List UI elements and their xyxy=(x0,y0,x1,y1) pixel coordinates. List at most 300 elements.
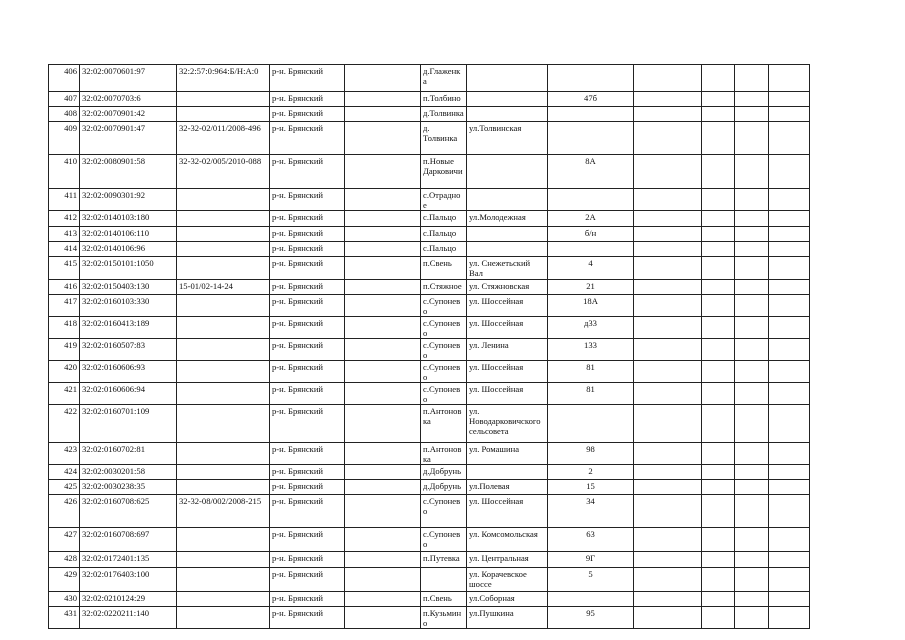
cadastral-number-cell: 32:02:0160606:94 xyxy=(80,383,177,405)
empty-cell xyxy=(634,92,702,107)
empty-cell xyxy=(735,257,769,280)
house-number-cell: б/н xyxy=(548,227,634,242)
cadastral-number-cell: 32:02:0080901:58 xyxy=(80,155,177,189)
cadastral-number-cell: 32:02:0140103:180 xyxy=(80,211,177,227)
row-number: 416 xyxy=(49,280,80,295)
row-number: 431 xyxy=(49,607,80,629)
district-cell: р-н. Брянский xyxy=(270,339,345,361)
empty-cell xyxy=(735,107,769,122)
empty-cell xyxy=(735,155,769,189)
cadastral-number-cell: 32:02:0150403:130 xyxy=(80,280,177,295)
locality-cell: д. Толвинка xyxy=(421,122,467,155)
locality-cell: с.Супонево xyxy=(421,317,467,339)
empty-cell xyxy=(769,65,810,92)
empty-cell xyxy=(634,155,702,189)
empty-cell xyxy=(702,607,735,629)
row-number: 411 xyxy=(49,189,80,211)
table-row xyxy=(49,552,810,568)
row-number: 414 xyxy=(49,242,80,257)
empty-cell xyxy=(702,257,735,280)
cadastral-number-cell: 32:02:0030201:58 xyxy=(80,465,177,480)
street-cell: ул. Шоссейная xyxy=(467,361,548,383)
empty-cell xyxy=(735,383,769,405)
empty-cell xyxy=(769,107,810,122)
house-number-cell xyxy=(548,107,634,122)
empty-cell xyxy=(702,339,735,361)
empty-cell xyxy=(735,295,769,317)
empty-cell xyxy=(634,528,702,552)
house-number-cell: 47б xyxy=(548,92,634,107)
district-cell: р-н. Брянский xyxy=(270,92,345,107)
table-row xyxy=(49,443,810,465)
registration-number-cell: 15-01/02-14-24 xyxy=(177,280,270,295)
cadastral-number-cell: 32:02:0160702:81 xyxy=(80,443,177,465)
locality-cell: с.Пальцо xyxy=(421,242,467,257)
locality-cell: с.Супонево xyxy=(421,528,467,552)
cadastral-number-cell: 32:02:0172401:135 xyxy=(80,552,177,568)
empty-cell xyxy=(735,92,769,107)
empty-cell xyxy=(345,211,421,227)
street-cell: ул. Ромашина xyxy=(467,443,548,465)
empty-cell xyxy=(345,92,421,107)
empty-cell xyxy=(345,361,421,383)
cadastral-number-cell: 32:02:0160507:83 xyxy=(80,339,177,361)
empty-cell xyxy=(345,552,421,568)
cadastral-number-cell: 32:02:0160708:625 xyxy=(80,495,177,528)
empty-cell xyxy=(702,65,735,92)
street-cell xyxy=(467,65,548,92)
district-cell: р-н. Брянский xyxy=(270,211,345,227)
registration-number-cell xyxy=(177,405,270,443)
row-number: 425 xyxy=(49,480,80,495)
house-number-cell: 81 xyxy=(548,361,634,383)
empty-cell xyxy=(634,607,702,629)
cadastral-number-cell: 32:02:0030238:35 xyxy=(80,480,177,495)
empty-cell xyxy=(634,552,702,568)
house-number-cell xyxy=(548,189,634,211)
empty-cell xyxy=(702,107,735,122)
empty-cell xyxy=(735,552,769,568)
row-number: 419 xyxy=(49,339,80,361)
table-row xyxy=(49,465,810,480)
registration-number-cell xyxy=(177,361,270,383)
row-number: 421 xyxy=(49,383,80,405)
house-number-cell: 34 xyxy=(548,495,634,528)
registration-number-cell xyxy=(177,227,270,242)
cadastral-number-cell: 32:02:0176403:100 xyxy=(80,568,177,592)
locality-cell: п.Стяжное xyxy=(421,280,467,295)
empty-cell xyxy=(735,122,769,155)
house-number-cell xyxy=(548,65,634,92)
house-number-cell: 15 xyxy=(548,480,634,495)
cadastral-number-cell: 32:02:0160103:330 xyxy=(80,295,177,317)
empty-cell xyxy=(735,568,769,592)
locality-cell: п.Антоновка xyxy=(421,443,467,465)
empty-cell xyxy=(769,92,810,107)
row-number: 422 xyxy=(49,405,80,443)
registration-number-cell xyxy=(177,211,270,227)
street-cell xyxy=(467,155,548,189)
empty-cell xyxy=(769,405,810,443)
registration-number-cell xyxy=(177,592,270,607)
locality-cell: п.Свень xyxy=(421,592,467,607)
row-number: 412 xyxy=(49,211,80,227)
empty-cell xyxy=(345,465,421,480)
empty-cell xyxy=(345,189,421,211)
empty-cell xyxy=(634,107,702,122)
street-cell: ул. Стяжновская xyxy=(467,280,548,295)
table-row xyxy=(49,295,810,317)
locality-cell: п.Кузьмино xyxy=(421,607,467,629)
cadastral-number-cell: 32:02:0070703:6 xyxy=(80,92,177,107)
house-number-cell: 18А xyxy=(548,295,634,317)
cadastral-number-cell: 32:02:0160708:697 xyxy=(80,528,177,552)
row-number: 410 xyxy=(49,155,80,189)
empty-cell xyxy=(769,122,810,155)
table-row xyxy=(49,211,810,227)
registration-number-cell xyxy=(177,257,270,280)
house-number-cell: 63 xyxy=(548,528,634,552)
empty-cell xyxy=(769,280,810,295)
table-row xyxy=(49,257,810,280)
empty-cell xyxy=(634,317,702,339)
street-cell: ул.Толвинская xyxy=(467,122,548,155)
street-cell: ул. Корачевское шоссе xyxy=(467,568,548,592)
locality-cell: д.Добрунь xyxy=(421,480,467,495)
empty-cell xyxy=(702,528,735,552)
row-number: 406 xyxy=(49,65,80,92)
empty-cell xyxy=(345,339,421,361)
street-cell: ул. Шоссейная xyxy=(467,317,548,339)
empty-cell xyxy=(769,295,810,317)
empty-cell xyxy=(702,480,735,495)
empty-cell xyxy=(634,443,702,465)
empty-cell xyxy=(735,528,769,552)
street-cell: ул. Комсомольская xyxy=(467,528,548,552)
empty-cell xyxy=(345,592,421,607)
empty-cell xyxy=(345,607,421,629)
empty-cell xyxy=(769,317,810,339)
street-cell xyxy=(467,107,548,122)
registration-number-cell: 32-32-02/011/2008-496 xyxy=(177,122,270,155)
empty-cell xyxy=(634,339,702,361)
row-number: 413 xyxy=(49,227,80,242)
empty-cell xyxy=(702,361,735,383)
empty-cell xyxy=(702,552,735,568)
street-cell: ул. Новодарковичского сельсовета xyxy=(467,405,548,443)
house-number-cell: 95 xyxy=(548,607,634,629)
row-number: 415 xyxy=(49,257,80,280)
table-row xyxy=(49,189,810,211)
empty-cell xyxy=(634,227,702,242)
district-cell: р-н. Брянский xyxy=(270,528,345,552)
empty-cell xyxy=(634,480,702,495)
district-cell: р-н. Брянский xyxy=(270,155,345,189)
table-row xyxy=(49,480,810,495)
locality-cell: с.Супонево xyxy=(421,361,467,383)
district-cell: р-н. Брянский xyxy=(270,317,345,339)
registration-number-cell xyxy=(177,317,270,339)
street-cell xyxy=(467,465,548,480)
street-cell: ул. Шоссейная xyxy=(467,295,548,317)
district-cell: р-н. Брянский xyxy=(270,480,345,495)
cadastral-number-cell: 32:02:0070901:47 xyxy=(80,122,177,155)
registration-number-cell xyxy=(177,339,270,361)
district-cell: р-н. Брянский xyxy=(270,295,345,317)
table-row xyxy=(49,607,810,629)
empty-cell xyxy=(345,405,421,443)
district-cell: р-н. Брянский xyxy=(270,383,345,405)
empty-cell xyxy=(769,592,810,607)
empty-cell xyxy=(769,495,810,528)
table-row xyxy=(49,280,810,295)
district-cell: р-н. Брянский xyxy=(270,607,345,629)
empty-cell xyxy=(735,592,769,607)
empty-cell xyxy=(735,339,769,361)
street-cell xyxy=(467,189,548,211)
row-number: 409 xyxy=(49,122,80,155)
registration-number-cell xyxy=(177,480,270,495)
empty-cell xyxy=(702,189,735,211)
empty-cell xyxy=(634,465,702,480)
empty-cell xyxy=(735,607,769,629)
street-cell xyxy=(467,92,548,107)
registration-number-cell xyxy=(177,568,270,592)
empty-cell xyxy=(735,405,769,443)
empty-cell xyxy=(634,242,702,257)
empty-cell xyxy=(769,465,810,480)
empty-cell xyxy=(735,443,769,465)
district-cell: р-н. Брянский xyxy=(270,65,345,92)
empty-cell xyxy=(345,568,421,592)
row-number: 424 xyxy=(49,465,80,480)
empty-cell xyxy=(769,528,810,552)
district-cell: р-н. Брянский xyxy=(270,443,345,465)
district-cell: р-н. Брянский xyxy=(270,122,345,155)
empty-cell xyxy=(702,317,735,339)
empty-cell xyxy=(769,189,810,211)
cadastral-number-cell: 32:02:0160413:189 xyxy=(80,317,177,339)
street-cell: ул. Снежетьский Вал xyxy=(467,257,548,280)
empty-cell xyxy=(769,155,810,189)
locality-cell: с.Супонево xyxy=(421,339,467,361)
street-cell: ул. Центральная xyxy=(467,552,548,568)
table-row xyxy=(49,242,810,257)
district-cell: р-н. Брянский xyxy=(270,189,345,211)
empty-cell xyxy=(345,495,421,528)
row-number: 426 xyxy=(49,495,80,528)
empty-cell xyxy=(769,339,810,361)
street-cell: ул. Шоссейная xyxy=(467,495,548,528)
registration-number-cell: 32:2:57:0:964:Б/Н:А:0 xyxy=(177,65,270,92)
empty-cell xyxy=(634,295,702,317)
empty-cell xyxy=(735,65,769,92)
empty-cell xyxy=(345,107,421,122)
empty-cell xyxy=(345,227,421,242)
empty-cell xyxy=(634,280,702,295)
registration-number-cell xyxy=(177,528,270,552)
empty-cell xyxy=(769,552,810,568)
house-number-cell: 9Г xyxy=(548,552,634,568)
locality-cell: п.Антоновка xyxy=(421,405,467,443)
empty-cell xyxy=(634,383,702,405)
cadastral-number-cell: 32:02:0210124:29 xyxy=(80,592,177,607)
table-row xyxy=(49,227,810,242)
house-number-cell: 5 xyxy=(548,568,634,592)
house-number-cell: 98 xyxy=(548,443,634,465)
district-cell: р-н. Брянский xyxy=(270,227,345,242)
empty-cell xyxy=(345,295,421,317)
empty-cell xyxy=(735,317,769,339)
table-row xyxy=(49,568,810,592)
table-row xyxy=(49,122,810,155)
locality-cell: п.Свень xyxy=(421,257,467,280)
house-number-cell: 4 xyxy=(548,257,634,280)
empty-cell xyxy=(702,227,735,242)
house-number-cell xyxy=(548,242,634,257)
street-cell: ул.Пушкина xyxy=(467,607,548,629)
empty-cell xyxy=(345,122,421,155)
locality-cell: д.Глаженка xyxy=(421,65,467,92)
district-cell: р-н. Брянский xyxy=(270,257,345,280)
empty-cell xyxy=(345,257,421,280)
table-body xyxy=(49,65,810,629)
empty-cell xyxy=(634,257,702,280)
row-number: 430 xyxy=(49,592,80,607)
locality-cell: с.Супонево xyxy=(421,383,467,405)
empty-cell xyxy=(634,361,702,383)
cadastral-number-cell: 32:02:0160606:93 xyxy=(80,361,177,383)
row-number: 408 xyxy=(49,107,80,122)
table-row xyxy=(49,528,810,552)
street-cell: ул.Соборная xyxy=(467,592,548,607)
empty-cell xyxy=(735,242,769,257)
house-number-cell: 133 xyxy=(548,339,634,361)
street-cell xyxy=(467,242,548,257)
district-cell: р-н. Брянский xyxy=(270,361,345,383)
table-row xyxy=(49,339,810,361)
empty-cell xyxy=(345,480,421,495)
district-cell: р-н. Брянский xyxy=(270,465,345,480)
empty-cell xyxy=(634,495,702,528)
empty-cell xyxy=(702,592,735,607)
registration-number-cell xyxy=(177,383,270,405)
street-cell: ул. Ленина xyxy=(467,339,548,361)
empty-cell xyxy=(345,242,421,257)
empty-cell xyxy=(769,211,810,227)
empty-cell xyxy=(702,280,735,295)
house-number-cell: 2А xyxy=(548,211,634,227)
empty-cell xyxy=(769,607,810,629)
empty-cell xyxy=(769,227,810,242)
table-row xyxy=(49,92,810,107)
cadastral-number-cell: 32:02:0160701:109 xyxy=(80,405,177,443)
row-number: 429 xyxy=(49,568,80,592)
empty-cell xyxy=(345,155,421,189)
registration-number-cell xyxy=(177,189,270,211)
empty-cell xyxy=(769,568,810,592)
locality-cell xyxy=(421,568,467,592)
registration-number-cell xyxy=(177,92,270,107)
locality-cell: с.Пальцо xyxy=(421,227,467,242)
street-cell: ул.Молодежная xyxy=(467,211,548,227)
registration-number-cell xyxy=(177,295,270,317)
cadastral-number-cell: 32:02:0070601:97 xyxy=(80,65,177,92)
cadastral-number-cell: 32:02:0070901:42 xyxy=(80,107,177,122)
locality-cell: с.Отрадное xyxy=(421,189,467,211)
empty-cell xyxy=(769,242,810,257)
registration-number-cell xyxy=(177,465,270,480)
property-register-table xyxy=(48,64,810,629)
locality-cell: д.Толвинка xyxy=(421,107,467,122)
empty-cell xyxy=(634,405,702,443)
empty-cell xyxy=(634,592,702,607)
empty-cell xyxy=(769,383,810,405)
empty-cell xyxy=(702,495,735,528)
empty-cell xyxy=(735,189,769,211)
empty-cell xyxy=(702,443,735,465)
district-cell: р-н. Брянский xyxy=(270,568,345,592)
empty-cell xyxy=(345,443,421,465)
cadastral-number-cell: 32:02:0140106:96 xyxy=(80,242,177,257)
registration-number-cell xyxy=(177,552,270,568)
district-cell: р-н. Брянский xyxy=(270,242,345,257)
locality-cell: п.Новые Дарковичи xyxy=(421,155,467,189)
empty-cell xyxy=(345,317,421,339)
row-number: 420 xyxy=(49,361,80,383)
table-row xyxy=(49,155,810,189)
empty-cell xyxy=(769,361,810,383)
table-row xyxy=(49,361,810,383)
district-cell: р-н. Брянский xyxy=(270,280,345,295)
street-cell: ул.Полевая xyxy=(467,480,548,495)
empty-cell xyxy=(735,361,769,383)
table-row xyxy=(49,317,810,339)
district-cell: р-н. Брянский xyxy=(270,405,345,443)
empty-cell xyxy=(702,155,735,189)
empty-cell xyxy=(634,568,702,592)
empty-cell xyxy=(702,405,735,443)
empty-cell xyxy=(735,280,769,295)
district-cell: р-н. Брянский xyxy=(270,495,345,528)
empty-cell xyxy=(735,211,769,227)
empty-cell xyxy=(702,211,735,227)
cadastral-number-cell: 32:02:0090301:92 xyxy=(80,189,177,211)
empty-cell xyxy=(702,465,735,480)
registration-number-cell xyxy=(177,107,270,122)
table-row xyxy=(49,383,810,405)
empty-cell xyxy=(634,122,702,155)
empty-cell xyxy=(634,65,702,92)
empty-cell xyxy=(769,257,810,280)
row-number: 407 xyxy=(49,92,80,107)
locality-cell: п.Путевка xyxy=(421,552,467,568)
empty-cell xyxy=(345,528,421,552)
empty-cell xyxy=(702,383,735,405)
empty-cell xyxy=(702,92,735,107)
empty-cell xyxy=(769,480,810,495)
locality-cell: д.Добрунь xyxy=(421,465,467,480)
empty-cell xyxy=(702,295,735,317)
row-number: 427 xyxy=(49,528,80,552)
row-number: 418 xyxy=(49,317,80,339)
registration-number-cell xyxy=(177,443,270,465)
house-number-cell xyxy=(548,592,634,607)
table-row xyxy=(49,65,810,92)
cadastral-number-cell: 32:02:0150101:1050 xyxy=(80,257,177,280)
locality-cell: с.Пальцо xyxy=(421,211,467,227)
row-number: 417 xyxy=(49,295,80,317)
